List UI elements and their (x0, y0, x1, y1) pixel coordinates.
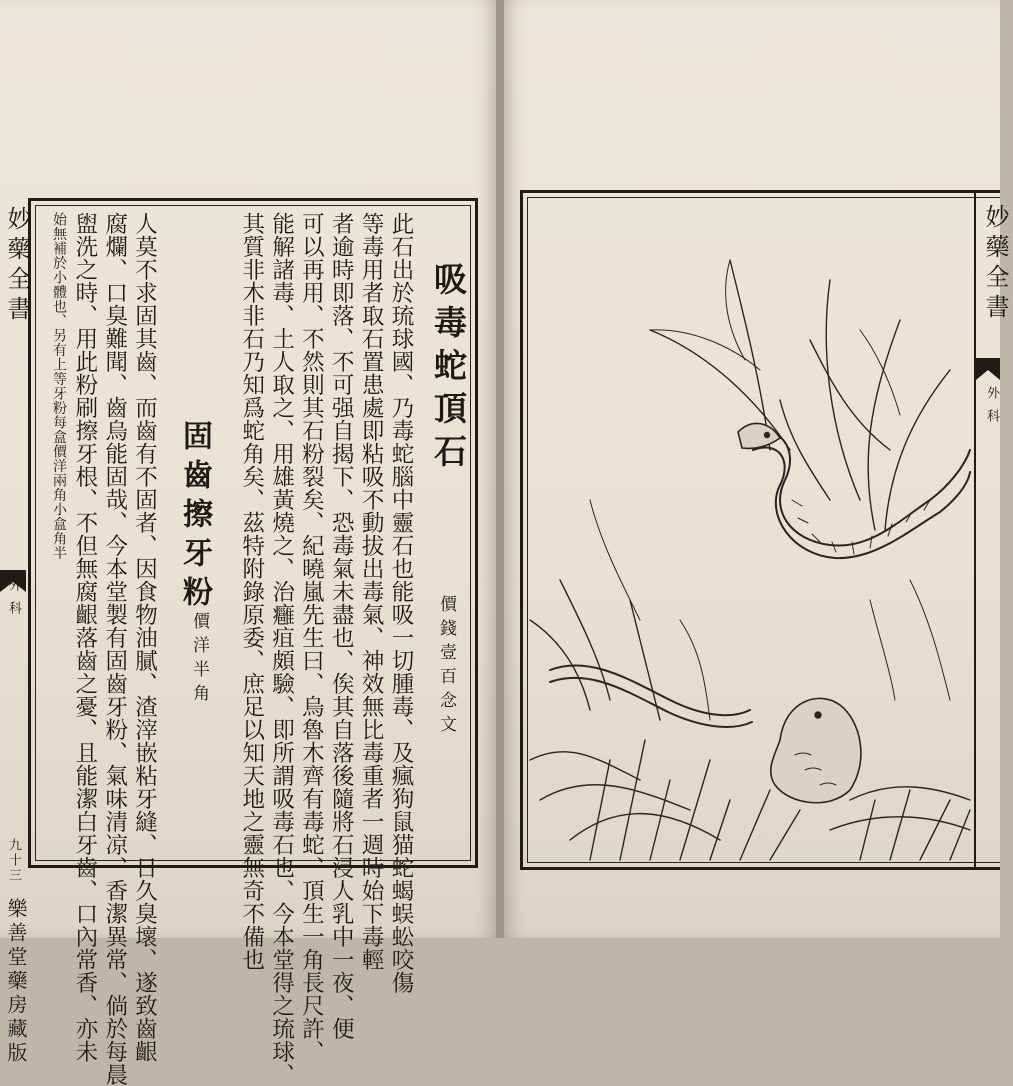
entry-title: 吸毒蛇頂石 (429, 262, 468, 477)
left-running-header (0, 198, 31, 1066)
text-column-spacer (163, 212, 233, 857)
text-column: 能解諸毒、土人取之、用雄黃燒之、治癰疽頗驗、即所謂吸毒石也、今本堂得之琉球、 (268, 212, 295, 1086)
section-label: 外科 (6, 578, 21, 624)
text-column: 可以再用、不然則其石粉裂矣、紀曉嵐先生曰、烏魯木齊有毒蛇、頂生一角長尺許、 (298, 212, 325, 1063)
fishtail-mark-icon (976, 358, 1000, 380)
publisher-imprint: 樂善堂藥房藏版 (4, 898, 28, 1066)
text-column: 始無補於小體也、另有上等牙粉每盒價洋兩角小盒角半 (51, 212, 67, 560)
book-title: 妙藥全書 (3, 206, 31, 326)
page-number: 九十三 (6, 838, 21, 883)
snake-toad-illustration (530, 200, 970, 860)
text-column: 者逾時即落、不可强自揭下、恐毒氣未盡也、俟其自落後隨將石浸人乳中一夜、便 (328, 212, 355, 1040)
body-text (51, 212, 414, 1086)
text-column: 此石出於琉球國、乃毒蛇腦中靈石也能吸一切腫毒、及瘋狗鼠猫蛇蝎蜈蚣咬傷 (387, 212, 414, 994)
section-label: 外科 (984, 386, 999, 432)
entry-title: 固齒擦牙粉 (177, 420, 212, 615)
text-column: 人莫不求固其齒、而齒有不固者、因食物油膩、渣滓嵌粘牙縫、日久臭壞、遂致齒齦 (131, 212, 158, 1063)
text-column: 盥洗之時、用此粉刷擦牙根、不但無腐齦落齒之憂、且能潔白牙齒、口內常香、亦未 (71, 212, 98, 1063)
text-column: 其質非木非石乃知爲蛇角矣、茲特附錄原委、庶足以知天地之靈無奇不備也 (238, 212, 265, 971)
book-gutter (496, 0, 504, 938)
text-column: 腐爛、口臭難聞、齒烏能固哉、今本堂製有固齒牙粉、氣味清凉、香潔異常、倘於每晨 (101, 212, 128, 1086)
entry-price: 價錢壹百念文 (436, 595, 456, 739)
right-running-header (974, 190, 1009, 870)
entry-price: 價洋半角 (189, 612, 209, 708)
text-column: 等毒用者取石置患處即粘吸不動拔出毒氣、神效無比毒重者一週時始下毒輕 (358, 212, 385, 971)
book-title: 妙藥全書 (981, 204, 1009, 324)
